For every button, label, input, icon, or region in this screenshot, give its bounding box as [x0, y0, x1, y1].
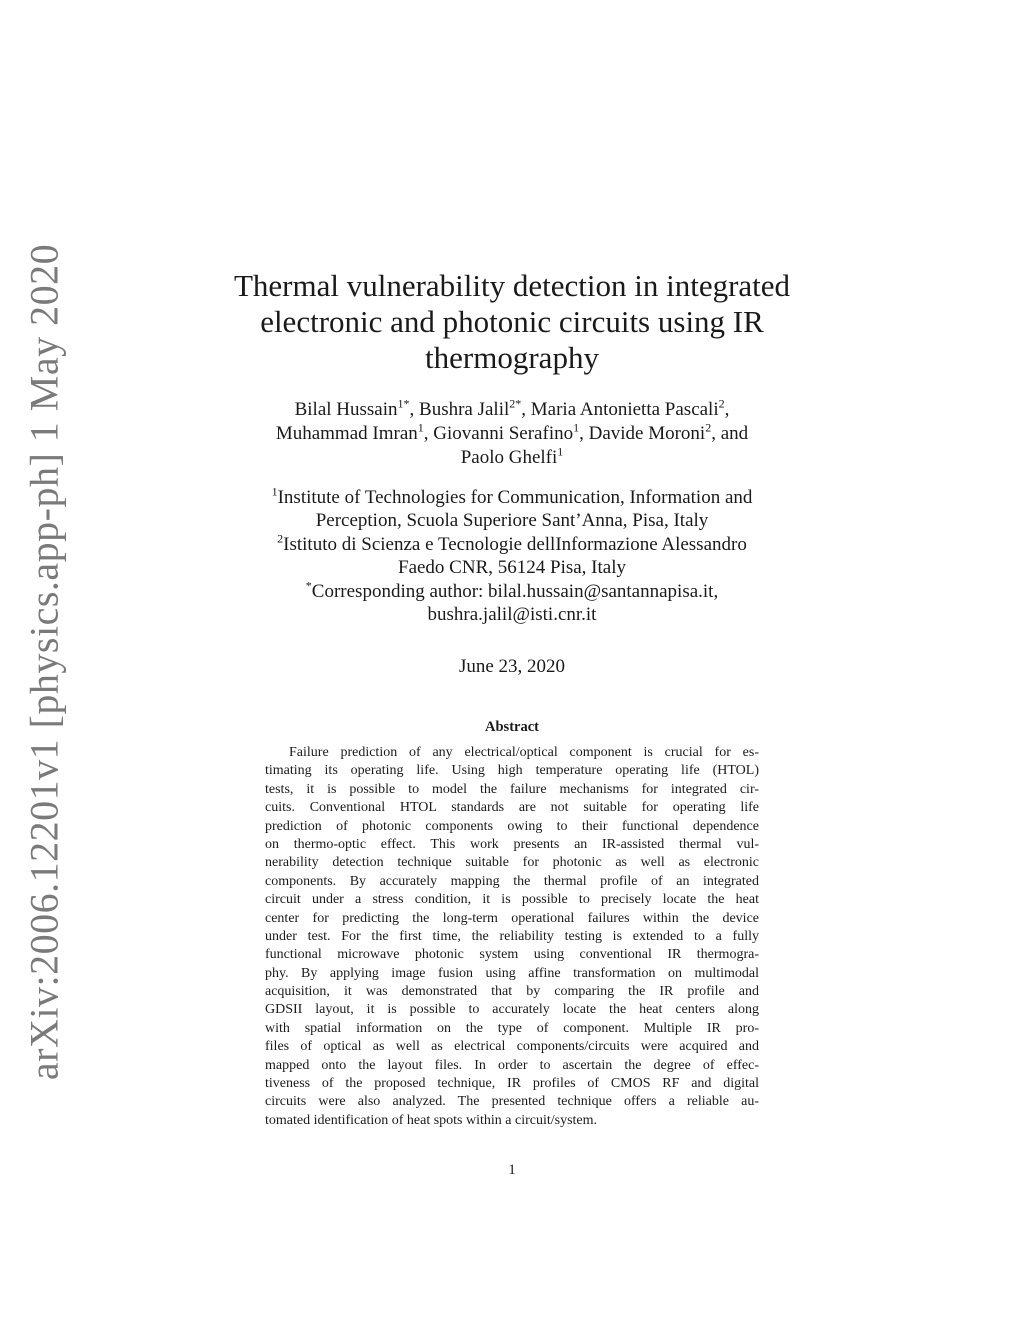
- abstract-line: tests, it is possible to model the failure mechanisms for integrated cir-: [265, 781, 759, 797]
- arxiv-identifier-stamp: arXiv:2006.12201v1 [physics.app-ph] 1 May 2020: [21, 243, 67, 1081]
- author-affiliation-mark: 2: [718, 396, 725, 411]
- author-affiliation-mark: 1: [557, 444, 564, 459]
- affiliation-line: Faedo CNR, 56124 Pisa, Italy: [398, 557, 626, 579]
- abstract-line: components. By accurately mapping the thermal profile of an integrated: [265, 873, 759, 889]
- abstract-line: timating its operating life. Using high temperature operating life (HTOL): [265, 763, 759, 779]
- abstract-line: tomated identification of heat spots within a circuit/system.: [265, 1112, 598, 1128]
- affiliation-line: [200, 533, 824, 556]
- author-line: [200, 398, 824, 422]
- affiliation-text: Istituto di Scienza e Tecnologie dellInformazione Alessandro: [283, 533, 747, 555]
- author-affiliation-mark: 2: [705, 420, 712, 435]
- author-separator: , and: [711, 423, 749, 444]
- title-line: thermography: [425, 340, 599, 375]
- author-affiliation-mark: 1: [573, 420, 580, 435]
- abstract-line: mapped onto the layout files. In order to ascertain the degree of effec-: [265, 1057, 759, 1073]
- affiliation-line: [200, 486, 824, 509]
- author-list: [200, 398, 824, 470]
- author-name: Muhammad Imran: [275, 423, 418, 444]
- affiliation-line: Perception, Scuola Superiore Sant’Anna, Pisa, Italy: [315, 510, 709, 532]
- paper-title: [230, 268, 794, 376]
- author-separator: ,: [724, 399, 730, 420]
- abstract-line: circuits were also analyzed. The presented technique offers a reliable au-: [265, 1094, 759, 1110]
- abstract-line: GDSII layout, it is possible to accurately locate the heat centers along: [265, 1002, 759, 1018]
- abstract-line: under test. For the first time, the reliability testing is extended to a fully: [265, 928, 759, 944]
- author-affiliation-mark: 1*: [397, 396, 410, 411]
- abstract-line: center for predicting the long-term operational failures within the device: [265, 910, 759, 926]
- affiliation-text: Institute of Technologies for Communication, Information and: [277, 487, 753, 508]
- abstract-line: phy. By applying image fusion using affine transformation on multimodal: [265, 965, 759, 981]
- abstract-line: functional microwave photonic system using conventional IR thermogra-: [265, 947, 759, 963]
- author-affiliation-mark: 2*: [509, 396, 522, 411]
- abstract-line: circuit under a stress condition, it is possible to precisely locate the heat: [265, 892, 759, 908]
- abstract-line: tiveness of the proposed technique, IR profiles of CMOS RF and digital: [265, 1076, 759, 1092]
- author-name: , Davide Moroni: [579, 423, 706, 444]
- abstract-line: prediction of photonic components owing to their functional dependence: [265, 818, 759, 834]
- abstract-line: files of optical as well as electrical components/circuits were acquired and: [265, 1039, 759, 1055]
- abstract-line: cuits. Conventional HTOL standards are not suitable for operating life: [265, 800, 759, 816]
- abstract-body: [265, 744, 759, 1130]
- affiliation-mark: 2: [277, 531, 284, 546]
- author-line: [200, 446, 824, 470]
- author-name: , Maria Antonietta Pascali: [521, 399, 719, 420]
- paper-date: June 23, 2020: [458, 656, 566, 677]
- abstract-line: acquisition, it was demonstrated that by comparing the IR profile and: [265, 984, 759, 1000]
- affiliation-list: [200, 486, 824, 626]
- author-name: , Bushra Jalil: [409, 399, 510, 420]
- corresponding-author-line: [200, 580, 824, 603]
- abstract-line: nerability detection technique suitable for photonic as well as electronic: [265, 855, 759, 871]
- author-name: , Giovanni Serafino: [423, 423, 574, 444]
- abstract-line: on thermo-optic effect. This work presents an IR-assisted thermal vul-: [265, 836, 759, 852]
- corresponding-author-text: Corresponding author: bilal.hussain@santannapisa.it,: [311, 580, 719, 602]
- affiliation-mark: 1: [271, 484, 278, 499]
- abstract-line: with spatial information on the type of component. Multiple IR pro-: [265, 1020, 759, 1036]
- author-name: Paolo Ghelfi: [460, 447, 558, 468]
- abstract-line: Failure prediction of any electrical/optical component is crucial for es-: [289, 745, 759, 760]
- corresponding-author-email: bushra.jalil@isti.cnr.it: [427, 604, 597, 626]
- title-line: Thermal vulnerability detection in integrated: [233, 268, 791, 303]
- title-line: electronic and photonic circuits using IR: [260, 304, 764, 339]
- author-name: Bilal Hussain: [294, 399, 398, 420]
- page-number: 1: [508, 1162, 516, 1178]
- author-line: [200, 422, 824, 446]
- corresponding-mark: *: [305, 578, 312, 593]
- author-affiliation-mark: 1: [417, 420, 424, 435]
- abstract-heading: Abstract: [485, 719, 539, 735]
